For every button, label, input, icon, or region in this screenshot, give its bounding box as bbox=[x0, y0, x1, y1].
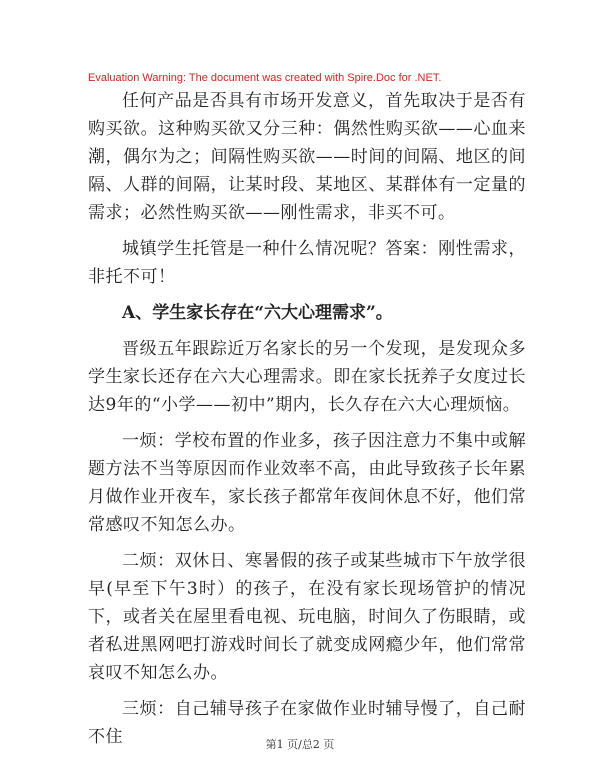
section-heading: A、学生家长存在“六大心理需求”。 bbox=[122, 303, 393, 323]
paragraph-rigid-demand: 城镇学生托管是一种什么情况呢？答案：刚性需求，非托不可！ bbox=[88, 239, 526, 287]
paragraph-worry-three: 三烦：自己辅导孩子在家做作业时辅导慢了，自己耐不住 bbox=[88, 699, 526, 747]
paragraph-parents-needs: 晋级五年跟踪近万名家长的另一个发现，是发现众多学生家长还存在六大心理需求。即在家长抚养子女度过长达9年的“小学——初中”期内，长久存在六大心理烦恼。 bbox=[88, 339, 526, 415]
paragraph-worry-two: 二烦：双休日、寒暑假的孩子或某些城市下午放学很早(早至下午3时）的孩子，在没有家长现场管护的情况下，或者关在屋里看电视、玩电脑，时间久了伤眼睛，或者私进黑网吧打游戏时间长了就变成网瘾少年，他们常常哀叹不知怎么办。 bbox=[88, 551, 526, 683]
evaluation-warning: Evaluation Warning: The document was created with Spire.Doc for .NET. bbox=[88, 72, 442, 84]
paragraph-demand: 任何产品是否具有市场开发意义，首先取决于是否有购买欲。这种购买欲又分三种：偶然性购买欲——心血来潮，偶尔为之；间隔性购买欲——时间的间隔、地区的间隔、人群的间隔，让某时段、某地区、某群体有一定量的需求；必然性购买欲——刚性需求，非买不可。 bbox=[88, 91, 526, 223]
page-footer: 第1 页/总2 页 bbox=[265, 738, 335, 751]
paragraph-worry-one: 一烦：学校布置的作业多，孩子因注意力不集中或解题方法不当等原因而作业效率不高，由此导致孩子长年累月做作业开夜车，家长孩子都常年夜间休息不好，他们常常感叹不知怎么办。 bbox=[88, 431, 526, 535]
document-body bbox=[88, 87, 526, 759]
